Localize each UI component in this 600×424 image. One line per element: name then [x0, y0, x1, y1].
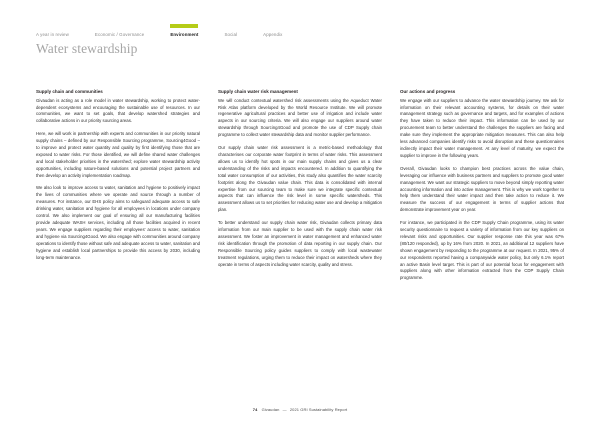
- column-heading: Supply chain water risk management: [218, 89, 298, 94]
- paragraph: Here, we will work in partnership with experts and communities in our priority natural supply chains – defined by our Responsible Sourcing programme, Sourcing4Good – to improve and protect water quantity and quality by first identifying those that are exposed to water risks. For those identified, we will define shared water challenges and local stakeholder priorities in the watershed; explore water stewardship activity opportunities, including nature-based solutions and potential project partners and then develop an activity implementation roadmap.: [36, 130, 200, 178]
- nav-item-label: Economic / Governance: [94, 31, 145, 37]
- footer-report-name: 2021 GRI Sustainability Report: [289, 407, 348, 412]
- paragraph: To better understand our supply chain water risk, Givaudan collects primary data information from our main supplier to be used with the supply chain water risk assessment. We foster an improvement in water management and enhanced water risk identification through the promotion of data reporting in our supply chain. Our Responsible Sourcing policy guides suppliers to comply with local wastewater treatment regulations, urging them to reduce their impact on watersheds where they operate in terms of aspects including water scarcity, quality and stress.: [218, 219, 382, 267]
- paragraph: We engage with our suppliers to advance the water stewardship journey. We ask for information on their relevant accounting systems, for details on their water management strategy such as governance and targets, and for examples of actions they have taken to reduce their impact. This information can be used by our procurement team to better understand the challenges the suppliers are facing and make sure they implement the appropriate mitigation measures. This can also help less advanced companies identify risks to avoid disruption and these questionnaires indirectly impact their water management. At any level of maturity, we expect the supplier to improve in the following years.: [400, 97, 564, 159]
- column-heading: Our actions and progress: [400, 89, 456, 94]
- paragraph: Givaudan is acting as a role model in water stewardship, working to protect water-dependent ecosystems and encouraging the sustainable use of resources. In our communities, we want to set goals, that develop watershed strategies and collaborative actions in our priority sourcing areas.: [36, 97, 200, 124]
- nav-item-label: Social: [224, 31, 238, 37]
- nav-item-social[interactable]: [224, 33, 237, 38]
- nav-item-label: Environment: [170, 31, 199, 37]
- column-our-actions-and-progress: [400, 89, 564, 282]
- paragraph: Overall, Givaudan looks to champion best practices across the value chain, leveraging our influence with business partners and suppliers to promote good water management. We want our strategic suppliers to move beyond simply reporting water accounting information and into active management. This is why we work together to help them understand their water impact and then take action to reduce it. We measure the success of our engagement in terms of supplier actions that demonstrate improvement year on year.: [400, 165, 564, 213]
- column-heading: Supply chain and communities: [36, 89, 103, 94]
- column-supply-chain-and-communities: [36, 89, 200, 282]
- column-supply-chain-water-risk-management: [218, 89, 382, 282]
- page-title: Water stewardship: [36, 41, 138, 56]
- nav-item-environment[interactable]: [170, 33, 198, 38]
- paragraph: We also look to improve access to water, sanitation and hygiene to positively impact the lives of communities where we operate and source through a number of measures. For instance, our EHS policy aims to safeguard adequate access to safe drinking water, sanitation and hygiene for all employees in locations under company control. We also implement our goal of ensuring all our manufacturing facilities provide adequate WASH services, including all those facilities acquired in recent years. We engage suppliers regarding their employees' access to water, sanitation and hygiene via Sourcing4Good. We also engage with communities around company operations to identify those without safe and adequate access to water, sanitation and hygiene and establish local partnerships to provide this access by 2030, including long-term maintenance.: [36, 185, 200, 260]
- paragraph: For instance, we participated in the CDP Supply Chain programme, using its water security questionnaire to request a variety of information from our key suppliers on relevant risks and opportunities. Our supplier response rate this year was 67% (80/120 responded), up by 16% from 2020. In 2021, an additional 12 suppliers have shown engagement by responding to the programme at our request. In 2021, 95% of our respondents reported having a companywide water policy, but only 6.1% report an active Basin level target. This is part of our potential focus for engagement with suppliers along with other information extracted from the CDP Supply Chain programme.: [400, 219, 564, 281]
- nav-item-appendix[interactable]: [263, 33, 282, 38]
- footer-company: Givaudan: [261, 407, 280, 412]
- section-navigation: [36, 16, 564, 38]
- nav-item-label: Appendix: [263, 31, 283, 37]
- nav-item-a-year-in-review[interactable]: [36, 33, 69, 38]
- paragraph: We will conduct contextual watershed risk assessments using the Aqueduct Water Risk Atlas platform developed by the World Resource Institute. We will promote regenerative agricultural practices and better use of irrigation and include water aspects in our sourcing criteria. We will also engage our suppliers around water stewardship through Sourcing4Good and promote the use of CDP Supply chain programme to collect water stewardship data and monitor supplier performance.: [218, 97, 382, 138]
- page-footer: [0, 407, 600, 412]
- nav-item-label: A year in review: [36, 31, 69, 37]
- nav-active-marker: [170, 24, 198, 28]
- content-columns: [36, 89, 564, 282]
- paragraph: Our supply chain water risk assessment is a metric-based methodology that characterises our corporate water footprint in terms of water risks. This assessment allows us to identify hot spots in our main supply chains and gives us a clear understanding of the risks and impacts encountered. In addition to quantifying the total water consumption of our activities, this study also quantifies the water scarcity footprint along the Givaudan value chain. This data is consolidated with internal expertise from our sourcing team to make sure we integrate specific contextual aspects that can influence the risk level in some specific watersheds. This assessment allows us to set priorities for reducing water use and develop a mitigation plan.: [218, 144, 382, 213]
- footer-separator: —: [282, 407, 287, 412]
- nav-item-economic-governance[interactable]: [95, 33, 144, 38]
- page-number: 74: [252, 407, 258, 412]
